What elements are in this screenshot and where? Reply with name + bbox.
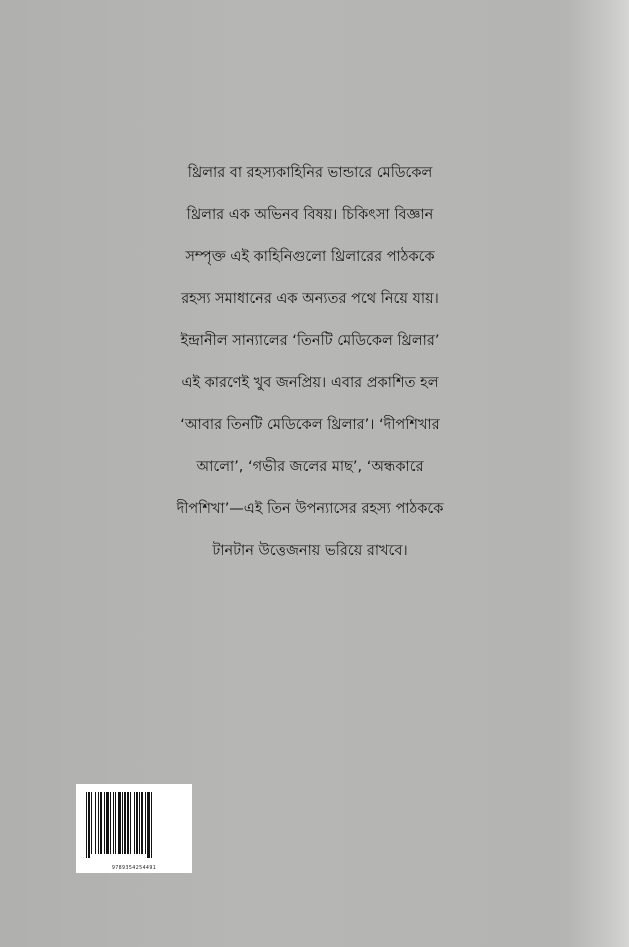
blurb-line: টানটান উত্তেজনায় ভরিয়ে রাখবে। bbox=[212, 543, 408, 559]
barcode-bar bbox=[141, 792, 143, 854]
barcode-bar bbox=[91, 792, 92, 854]
barcode-bar bbox=[130, 792, 131, 854]
blurb-text bbox=[110, 152, 510, 572]
barcode-bar bbox=[100, 792, 102, 854]
barcode-bar bbox=[134, 792, 135, 854]
barcode-bar bbox=[104, 792, 105, 854]
barcode-bar bbox=[88, 792, 90, 858]
barcode-bars bbox=[84, 792, 184, 862]
isbn-barcode bbox=[76, 784, 192, 873]
barcode-bar bbox=[127, 792, 129, 854]
blurb-line: থ্রিলার বা রহস্যকাহিনির ভান্ডারে মেডিকেল bbox=[187, 165, 433, 181]
blurb-line: এই কারণেই খুব জনপ্রিয়। এবার প্রকাশিত হল bbox=[181, 375, 439, 391]
barcode-digits: 9789354254491 bbox=[111, 865, 157, 871]
blurb-line: ইন্দ্রানীল সান্যালের ‘তিনটি মেডিকেল থ্রিলার’ bbox=[180, 333, 440, 349]
barcode-bar bbox=[124, 792, 126, 854]
blurb-line: থ্রিলার এক অভিনব বিষয়। চিকিৎসা বিজ্ঞান bbox=[186, 207, 434, 223]
barcode-bar bbox=[86, 792, 87, 858]
blurb-line: আলো’, ‘গভীর জলের মাছ’, ‘অন্ধকারে bbox=[196, 459, 424, 475]
barcode-bar bbox=[139, 792, 140, 854]
blurb-line: ‘আবার তিনটি মেডিকেল থ্রিলার’। ‘দীপশিখার bbox=[180, 417, 440, 433]
barcode-bar bbox=[136, 792, 138, 854]
barcode-bar bbox=[106, 792, 109, 854]
barcode-bar bbox=[151, 792, 152, 858]
barcode-bar bbox=[122, 792, 123, 854]
barcode-bar bbox=[118, 792, 121, 854]
blurb-line: দীপশিখা’—এই তিন উপন্যাসের রহস্য পাঠককে bbox=[176, 501, 444, 517]
barcode-bar bbox=[113, 792, 114, 854]
barcode-bar bbox=[98, 792, 99, 854]
blurb-line: রহস্য সমাধানের এক অন্যতর পথে নিয়ে যায়। bbox=[181, 291, 439, 307]
barcode-bar bbox=[95, 792, 96, 854]
barcode-bar bbox=[110, 792, 111, 854]
barcode-bar bbox=[115, 792, 116, 854]
blurb-line: সম্পৃক্ত এই কাহিনিগুলো থ্রিলারের পাঠককে bbox=[185, 249, 435, 265]
barcode-bar bbox=[145, 792, 146, 854]
barcode-bar bbox=[147, 792, 150, 858]
